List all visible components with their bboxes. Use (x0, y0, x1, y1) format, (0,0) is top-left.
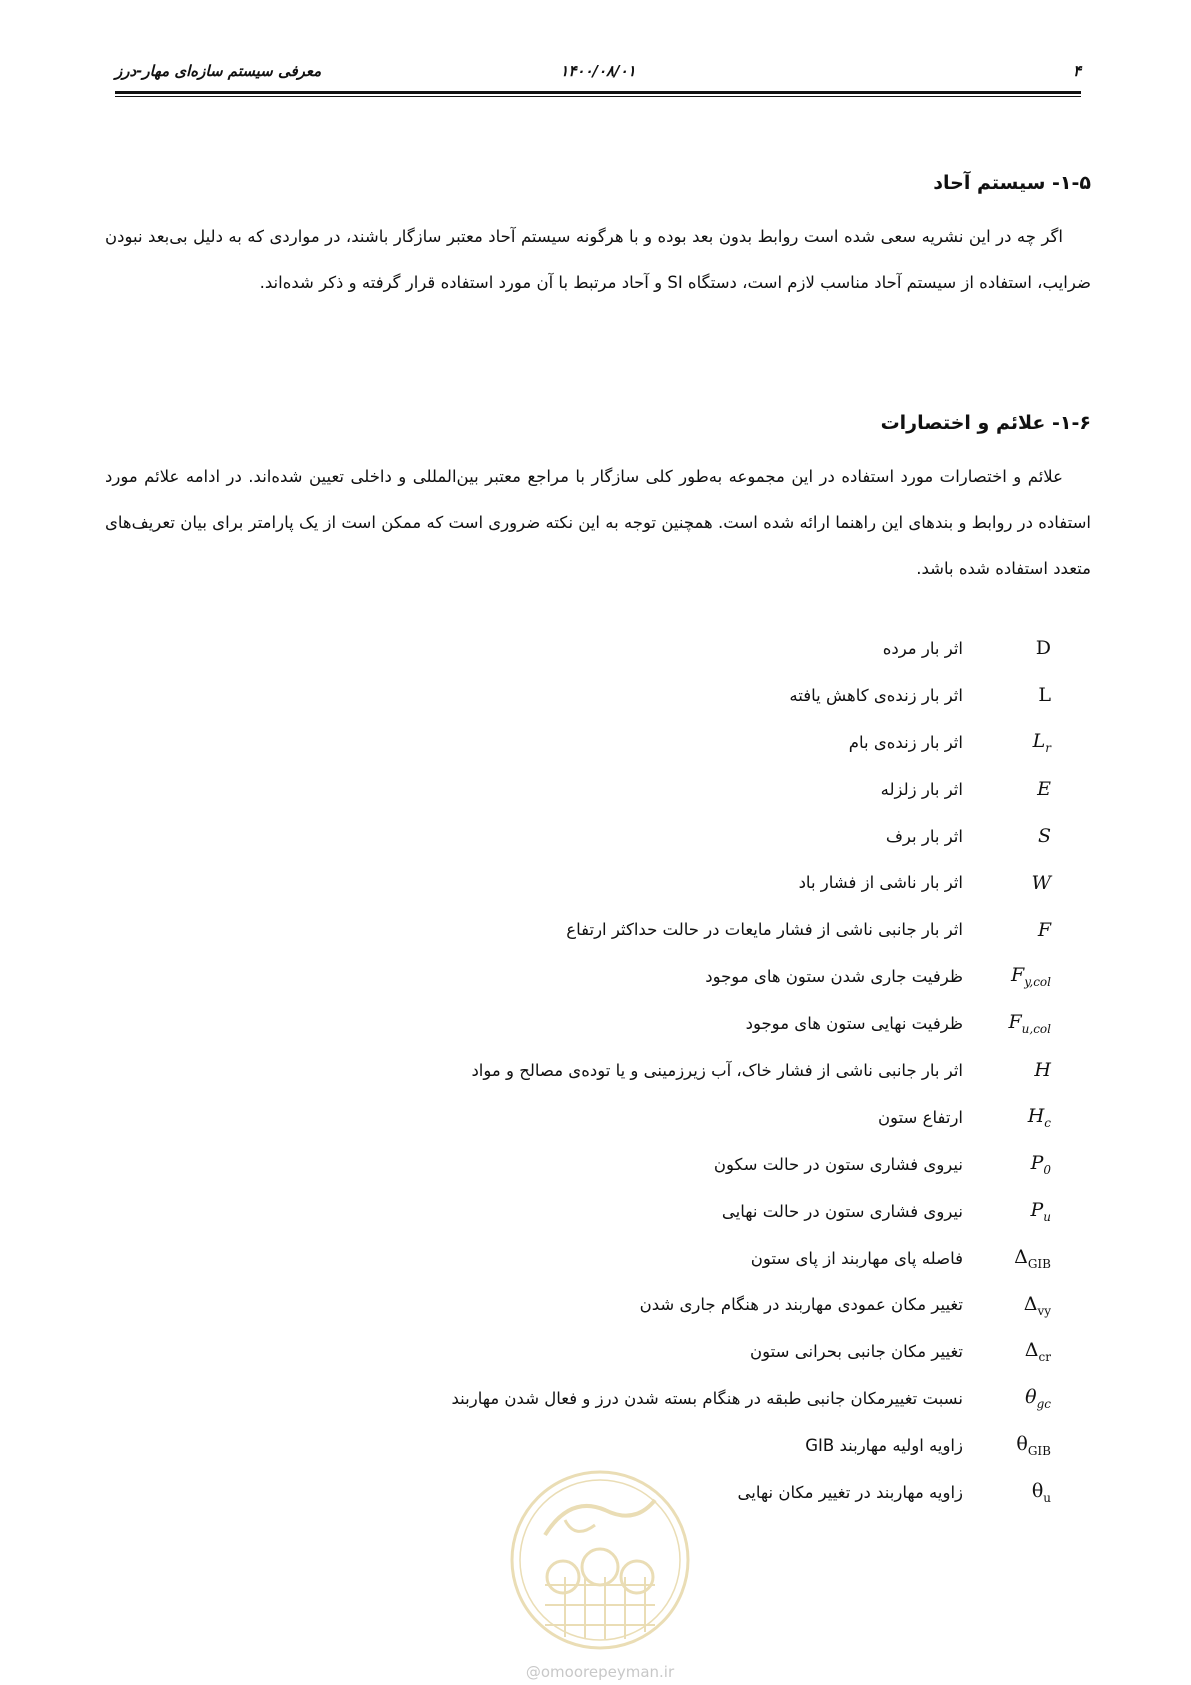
symbol-base: θ (1025, 1386, 1037, 1409)
symbol-row (101, 1141, 1051, 1188)
symbol-subscript: cr (1038, 1350, 1051, 1365)
symbol-base: S (1037, 825, 1051, 847)
symbol-subscript: c (1044, 1115, 1051, 1130)
symbol-description: اثر بار زنده‌ی بام (848, 732, 963, 752)
symbol (993, 1059, 1051, 1081)
symbol (993, 872, 1051, 894)
symbol (993, 1152, 1051, 1177)
symbol-subscript: u (1043, 1209, 1051, 1224)
symbol (993, 919, 1051, 941)
symbol-description: اثر بار زنده‌ی کاهش یافته (789, 685, 963, 705)
symbol-base: Δ (1024, 1339, 1039, 1362)
symbol-base: P (1030, 1151, 1044, 1174)
symbol-base: H (1027, 1104, 1045, 1127)
symbol-row (101, 625, 1051, 672)
symbol (993, 1480, 1051, 1505)
symbol-row (101, 672, 1051, 719)
symbol-base: H (1034, 1059, 1051, 1082)
symbol-row (101, 1000, 1051, 1047)
symbol (993, 1293, 1051, 1318)
symbol-base: L (1032, 729, 1046, 752)
symbol (993, 1199, 1051, 1224)
symbol-base: W (1031, 871, 1051, 894)
symbol-description: اثر بار برف (885, 826, 963, 846)
header-rule-thick (115, 91, 1081, 94)
symbol (993, 684, 1051, 706)
symbol-description: زاویه مهاربند در تغییر مکان نهایی (737, 1482, 963, 1502)
symbol (993, 1246, 1051, 1271)
symbol-row (101, 766, 1051, 813)
section-symbols (105, 412, 1091, 592)
watermark-site: @omoorepeyman.ir (525, 1663, 675, 1681)
symbol-description: نیروی فشاری ستون در حالت سکون (713, 1154, 963, 1174)
symbol-row (101, 906, 1051, 953)
symbol-base: Δ (1023, 1292, 1038, 1315)
symbol-base: θ (1031, 1480, 1044, 1503)
symbol (993, 1011, 1051, 1036)
symbol-base: F (1008, 1011, 1022, 1034)
symbol-subscript: u (1043, 1490, 1051, 1505)
symbol-base: θ (1016, 1433, 1028, 1456)
symbol-base: L (1038, 684, 1051, 707)
symbol-base: Δ (1014, 1245, 1028, 1268)
page-number: ۴ (1072, 62, 1081, 80)
symbol-description: ارتفاع ستون (877, 1107, 963, 1127)
symbol-row (101, 1375, 1051, 1422)
symbol-row (101, 859, 1051, 906)
header-rule-thin (115, 96, 1081, 97)
header-date: ۱۴۰۰/۰۸/۰۱ (560, 62, 636, 80)
symbol-description: اثر بار مرده (882, 638, 963, 658)
symbol-subscript: GIB (1027, 1443, 1051, 1458)
symbol-row (101, 953, 1051, 1000)
symbol-description: نیروی فشاری ستون در حالت نهایی (721, 1201, 963, 1221)
symbol (993, 1433, 1051, 1458)
symbol-row (101, 1188, 1051, 1235)
symbol-description: ظرفیت نهایی ستون های موجود (745, 1014, 963, 1034)
page-header (115, 58, 1081, 88)
symbol-description: فاصله پای مهاربند از پای ستون (750, 1248, 963, 1268)
symbol-base: D (1035, 637, 1051, 660)
watermark-seal-icon (505, 1465, 695, 1655)
symbol (993, 964, 1051, 989)
symbol (993, 1105, 1051, 1130)
symbol (993, 730, 1051, 755)
symbol-description: اثر بار ناشی از فشار باد (798, 873, 963, 893)
symbol-subscript: vy (1037, 1303, 1051, 1318)
symbol-description: تغییر مکان عمودی مهاربند در هنگام جاری شدن (639, 1295, 963, 1315)
symbol-subscript: GIB (1027, 1256, 1051, 1271)
symbol-row (101, 719, 1051, 766)
symbol-subscript: u,col (1021, 1021, 1051, 1036)
section-title: ۱-۵- سیستم آحاد (933, 172, 1091, 194)
symbol-row (101, 1281, 1051, 1328)
symbol-description: اثر بار جانبی ناشی از فشار مایعات در حالت حداکثر ارتفاع (566, 920, 963, 940)
symbol-base: E (1037, 778, 1051, 801)
symbol-row (101, 1235, 1051, 1282)
section-paragraph: علائم و اختصارات مورد استفاده در این مجموعه به‌طور کلی سازگار با مراجع معتبر بین‌المللی و داخلی تعیین شده‌اند. در ادامه علائم مورد استفاده در روابط و بندهای این راهنما ارائه شده است. همچنین توجه به این نکته ضروری است که ممکن است از یک پارامتر برای بیان تعریف‌های متعدد استفاده شده باشد. (104, 467, 1091, 578)
symbol-description: نسبت تغییرمکان جانبی طبقه در هنگام بسته شدن درز و فعال شدن مهاربند (451, 1389, 963, 1409)
symbol-description: زاویه اولیه مهاربند GIB (805, 1436, 963, 1456)
symbol-row (101, 1422, 1051, 1469)
symbol-row (101, 1094, 1051, 1141)
symbol (993, 1339, 1051, 1364)
symbols-list (101, 625, 1051, 1516)
symbol (993, 1386, 1051, 1411)
symbol-subscript: 0 (1043, 1162, 1051, 1177)
section-title: ۱-۶- علائم و اختصارات (880, 412, 1091, 434)
symbol-description: اثر بار زلزله (880, 779, 963, 799)
symbol-subscript: r (1045, 740, 1051, 755)
symbol-base: F (1037, 918, 1051, 941)
symbol-subscript: gc (1036, 1397, 1051, 1412)
symbol-description: اثر بار جانبی ناشی از فشار خاک، آب زیرزمینی و یا توده‌ی مصالح و مواد (471, 1060, 963, 1080)
symbol-subscript: y,col (1024, 975, 1051, 990)
symbol (993, 637, 1051, 659)
section-units (105, 172, 1091, 306)
section-paragraph: اگر چه در این نشریه سعی شده است روابط بدون بعد بوده و با هرگونه سیستم آحاد معتبر سازگار باشند، در مواردی که به دلیل بی‌بعد نبودن ضرایب، استفاده از سیستم آحاد مناسب لازم است، دستگاه SI و آحاد مرتبط با آن مورد استفاده قرار گرفته و ذکر شده‌اند. (105, 227, 1091, 292)
symbol-description: ظرفیت جاری شدن ستون های موجود (705, 967, 963, 987)
symbol-base: P (1030, 1198, 1044, 1221)
header-title: معرفی سیستم سازه‌ای مهار-درز (115, 62, 322, 80)
symbol (993, 778, 1051, 800)
symbol (993, 825, 1051, 847)
symbol-description: تغییر مکان جانبی بحرانی ستون (750, 1342, 963, 1362)
symbol-base: F (1011, 964, 1025, 987)
symbol-row (101, 813, 1051, 860)
symbol-row (101, 1047, 1051, 1094)
symbol-row (101, 1328, 1051, 1375)
